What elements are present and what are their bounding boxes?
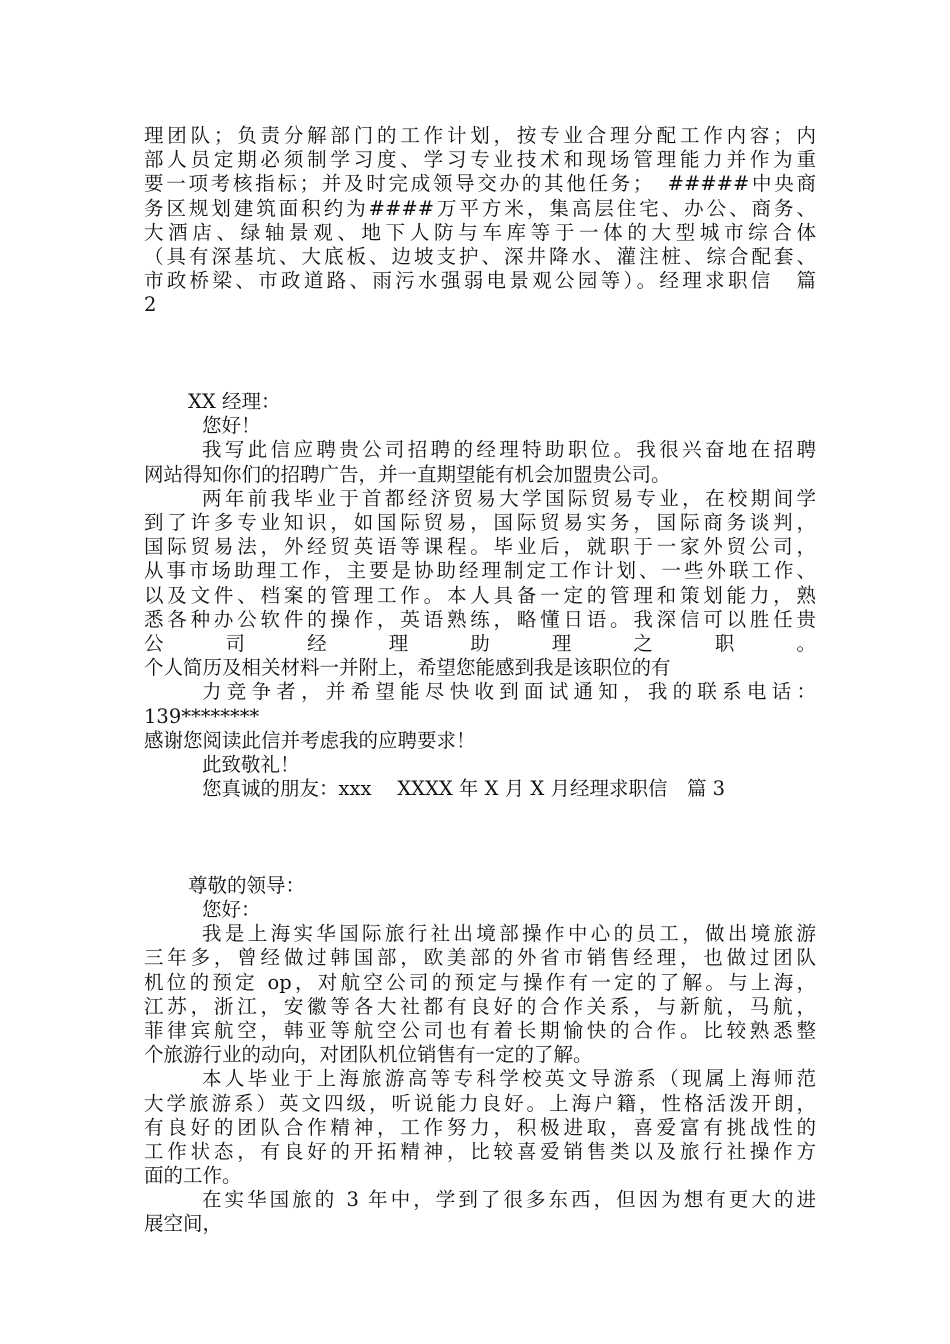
text-line: 两年前我毕业于首都经济贸易大学国际贸易专业，在校期间学: [202, 486, 816, 510]
text-line: 大酒店、绿轴景观、地下人防与车库等于一体的大型城市综合体: [144, 220, 816, 244]
blank-line: [144, 366, 816, 390]
text-line: （具有深基坑、大底板、边坡支护、深井降水、灌注桩、综合配套、: [144, 244, 816, 268]
text-line: 有良好的团队合作精神，工作努力，积极进取，喜爱富有挑战性的: [144, 1115, 816, 1139]
letter-signature: [144, 801, 816, 825]
blank-line: [144, 825, 816, 849]
text-line: 我是上海实华国际旅行社出境部操作中心的员工，做出境旅游: [202, 922, 816, 946]
text-line: 以及文件、档案的管理工作。本人具备一定的管理和策划能力，熟: [144, 583, 816, 607]
text-line: 139********: [144, 704, 260, 728]
text-line: 网站得知你们的招聘广告，并一直期望能有机会加盟贵公司。: [144, 462, 671, 486]
text-line: 理团队；负责分解部门的工作计划，按专业合理分配工作内容；内: [144, 124, 816, 147]
greeting: 您好！: [202, 414, 261, 438]
text-line: 感谢您阅读此信并考虑我的应聘要求！: [144, 728, 476, 752]
text-line: 力竞争者，并希望能尽快收到面试通知，我的联系电话：: [202, 680, 816, 704]
text-line: 菲律宾航空，韩亚等航空公司也有着长期愉快的合作。比较熟悉整: [144, 1018, 816, 1042]
text-line: 到了许多专业知识，如国际贸易，国际贸易实务，国际商务谈判，: [144, 511, 816, 534]
text-line: 此致敬礼！: [202, 752, 300, 776]
blank-line: [144, 850, 816, 874]
text-line: 三年多，曾经做过韩国部，欧美部的外省市销售经理，也做过团队: [144, 946, 816, 970]
text-line: 个人简历及相关材料一并附上，希望您能感到我是该职位的有: [144, 656, 671, 680]
text-line: 要一项考核指标；并及时完成领导交办的其他任务； #####中央商: [144, 172, 816, 196]
text-line: 工作状态，有良好的开拓精神，比较喜爱销售类以及旅行社操作方: [144, 1139, 816, 1163]
text-line: 在实华国旅的 3 年中，学到了很多东西，但因为想有更大的进: [202, 1188, 816, 1212]
text-line: 本人毕业于上海旅游高等专科学校英文导游系（现属上海师范: [202, 1067, 816, 1091]
text-line: 您真诚的朋友：xxx XXXX 年 X 月 X 月经理求职信 篇 3: [202, 777, 726, 801]
text-line: 江苏，浙江，安徽等各大社都有良好的合作关系，与新航，马航，: [144, 994, 816, 1018]
text-line: 大学旅游系）英文四级，听说能力良好。上海户籍，性格活泼开朗，: [144, 1091, 816, 1115]
letter-salutation: XX 经理：: [188, 390, 281, 414]
document-body: [144, 124, 816, 1237]
text-line: 我写此信应聘贵公司招聘的经理特助职位。我很兴奋地在招聘: [202, 438, 816, 462]
text-line: 机位的预定 op，对航空公司的预定与操作有一定的了解。与上海，: [144, 970, 816, 994]
text-line: 部人员定期必须制学习度、学习专业技术和现场管理能力并作为重: [144, 148, 816, 172]
greeting: 您好：: [202, 898, 261, 921]
text-line: 展空间，: [144, 1212, 223, 1236]
text-line: 2: [144, 293, 157, 317]
text-line: 个旅游行业的动向，对团队机位销售有一定的了解。: [144, 1043, 593, 1067]
text-line: 从事市场助理工作，主要是协助经理制定工作计划、一些外联工作、: [144, 559, 816, 583]
text-line: [144, 318, 816, 342]
text-line: 悉各种办公软件的操作，英语熟练，略懂日语。我深信可以胜任贵: [144, 607, 816, 631]
text-line: 面的工作。: [144, 1164, 242, 1188]
text-line: 国际贸易法，外经贸英语等课程。毕业后，就职于一家外贸公司，: [144, 535, 816, 559]
text-line: 务区规划建筑面积约为####万平方米，集高层住宅、办公、商务、: [144, 196, 816, 220]
blank-line: [144, 342, 816, 366]
letter-salutation: 尊敬的领导：: [188, 873, 306, 897]
text-line: 市政桥梁、市政道路、雨污水强弱电景观公园等）。经理求职信 篇: [144, 269, 816, 293]
text-line: 公司经理助理之职。: [144, 631, 816, 655]
